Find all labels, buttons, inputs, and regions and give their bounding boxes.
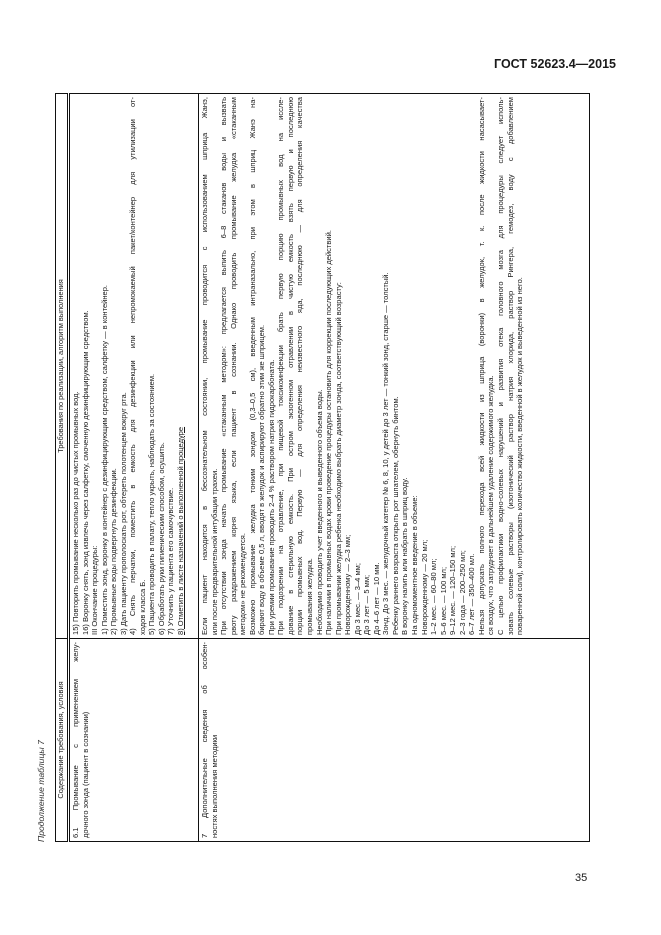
requirement-line: Если пациент находится в бессознательном состоянии, промывание проводится с использованием шприца Жанэ, — [200, 97, 209, 635]
requirement-line: ходов класса Б. — [137, 579, 147, 635]
requirement-line: Возможно промывание желудка тонким зондом (0,3–0,5 см), введенным интраназально, при этом в шприц Жанэ на- — [247, 97, 257, 635]
requirement-line: промывания желудка. — [305, 558, 315, 635]
table-row — [69, 94, 199, 842]
requirement-line: 3) Дать пациенту прополоскать рот, обтереть полотенцем вокруг рта. — [118, 392, 128, 635]
condition-cell — [199, 639, 590, 842]
condition-line: 6.1 Промывание с применением желу- — [71, 642, 80, 838]
requirement-line: бирают воду в объеме 0,5 л, вводят в желудок и аспирируют обратно этим же шприцем. — [257, 324, 267, 635]
requirement-cell — [69, 94, 199, 639]
requirement-line: 5) Пациента проводить в палату, тепло укрыть, наблюдать за состоянием. — [147, 373, 157, 635]
requirement-line: или после предварительной интубации трахеи. — [209, 468, 219, 635]
requirement-line: 16) Воронку снять, зонд извлечь через салфетку, смоченную дезинфицирующим средством. — [80, 310, 90, 635]
page-number: 35 — [575, 872, 588, 884]
requirement-line: При уремии промывание проводить 2–4 % раствором натрия гидрокарбоната. — [266, 359, 276, 635]
requirement-line: При отсутствии зонда начать промывание «стаканным методом»: предлагается выпить 6–8 стаканов воды и вызвать — [219, 97, 229, 635]
condition-line: дочного зонда (пациент в сознании) — [80, 711, 90, 838]
requirement-line: 6–7 лет — 350–400 мл. — [467, 553, 477, 635]
requirement-line: Новорожденному — 20 мл; — [419, 539, 429, 635]
requirement-line: 9–12 мес. — 120–150 мл; — [448, 545, 458, 635]
requirement-line: 1–2 мес. — 60–80 мл; — [429, 558, 439, 635]
requirement-line: 1) Поместить зонд, воронку в контейнер с дезинфицирующим средством, салфетку — в контейнер. — [99, 284, 109, 635]
requirement-line: 7) Уточнить у пациента его самочувствие. — [166, 487, 176, 635]
requirement-line: В воронку налить или набрать в шприц воду. — [400, 477, 410, 635]
requirement-line: Ребенку раннего возраста открыть рот шпателем, обернуть бинтом. — [390, 396, 400, 635]
requirement-line: Зонд. До 3 мес. — желудочный катетер № 6, 8, 10, у детей до 3 лет — тонкий зонд, старше — толстый. — [381, 272, 391, 635]
requirement-line: Необходимо проводить учет введенного и выведенного объема воды. — [314, 389, 324, 635]
requirement-line: На одномоментное введение в объеме: — [410, 495, 420, 635]
requirement-line: 4) Снять перчатки, поместить в емкость для дезинфекции или непромокаемый пакет/контейнер для утилизации от- — [128, 97, 138, 635]
table-caption: Продолжение таблицы 7 — [36, 740, 46, 842]
requirement-line: С целью профилактики водно-солевых нарушений и развития отека головного мозга для процедуры следует исполь- — [495, 97, 505, 635]
requirement-line: 2) Промывные воды подвергнуть дезинфекции. — [109, 468, 119, 635]
rotated-table-page — [36, 93, 590, 842]
requirement-line: 8) Отметить в листе назначений о выполненной процедуре — [176, 426, 186, 635]
requirement-line: методом» не рекомендуется. — [238, 533, 248, 635]
requirement-line: До 4–6 лет — 10 мм. — [371, 562, 381, 635]
requirement-line: порции промывных вод. Первую — для определения неизвестного яда, последнюю — для определения качества — [295, 97, 305, 635]
requirement-line: Нельзя допускать полного перехода всей жидкости из шприца (воронки) в желудок, т. к. после жидкости насасывает- — [476, 97, 486, 635]
requirement-line: поваренной соли), контролировать количество жидкости, введенной в желудок и выведенной из него. — [515, 277, 525, 635]
requirement-line: 15) Повторить промывание несколько раз до чистых промывных вод. — [71, 391, 80, 635]
requirement-line: дование в стерильную емкость. При остром экзогенном отравлении в чистую емкость взять первую и последнюю — [285, 97, 295, 635]
requirement-line: При наличии в промывных водах крови проведение процедуры остановить для коррекции последующих действий. — [324, 230, 334, 635]
requirement-line: рвоту раздражением корня языка, если пациент в сознании. Однако проводить промывание желудка «стаканным — [228, 97, 238, 635]
requirement-line: 5–6 мес. — 100 мл; — [438, 566, 448, 635]
requirement-line: 2–3 года — 200–250 мл; — [457, 550, 467, 635]
condition-cell — [69, 639, 199, 842]
column-header-requirements: Требования по реализации, алгоритм выполнения — [56, 94, 69, 639]
requirement-line: III Окончание процедуры: — [90, 545, 100, 635]
column-header-condition: Содержание требования, условия — [56, 639, 69, 842]
condition-line: ностях выполнения методики — [209, 734, 219, 838]
requirement-line: При подозрении на отравление, при пищевой токсикоинфекции брать первую порцию промывных вод на иссле- — [276, 97, 286, 635]
standard-number: ГОСТ 52623.4—2015 — [494, 57, 616, 71]
condition-line: 7 Дополнительные сведения об особен- — [200, 642, 209, 838]
requirement-line: Новорожденному — 2–3 мм; — [343, 534, 353, 635]
requirement-line: До 3 мес. — 3–4 мм; — [352, 563, 362, 635]
table-row — [199, 94, 590, 842]
requirement-line: ся воздух, что затрудняет в дальнейшем удаление содержимого желудка. — [486, 375, 496, 635]
requirement-line: До 3 лет — 5 мм; — [362, 574, 372, 635]
requirements-table — [55, 93, 590, 842]
requirement-cell — [199, 94, 590, 639]
requirement-line: 6) Обработать руки гигиеническим способом, осушить. — [156, 442, 166, 635]
table-header-row — [56, 94, 69, 842]
requirement-line: зовать солевые растворы (изотонический раствор натрия хлорида, раствор Рингера, гемодез, воду с добавлением — [505, 97, 515, 635]
requirement-line: При промывании желудка ребенка необходимо выбрать диаметр зонда, соответствующий возрасту: — [333, 282, 343, 635]
